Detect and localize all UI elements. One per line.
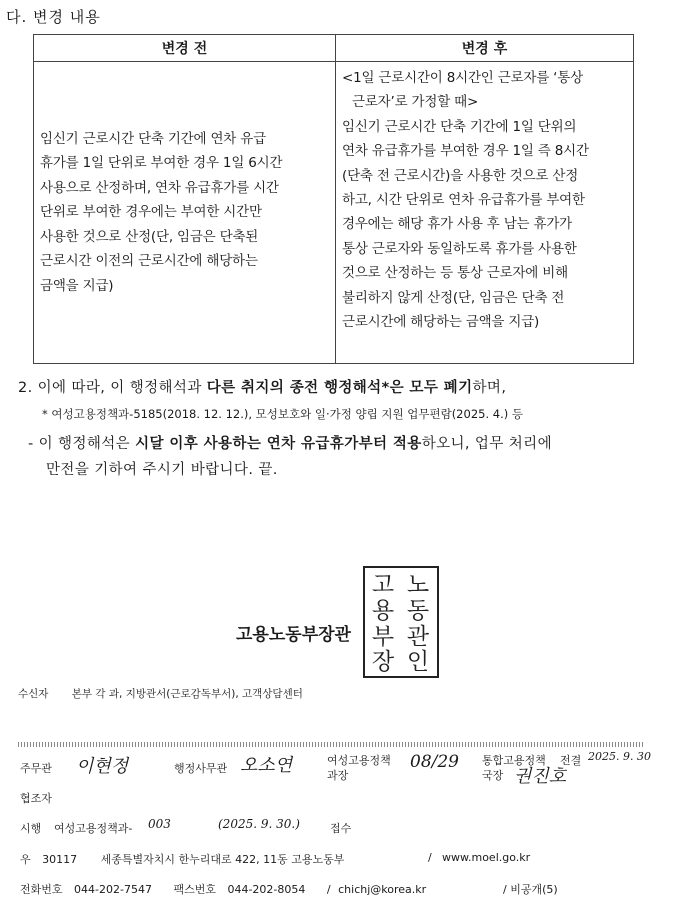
after-line: 연차 유급휴가를 부여한 경우 1일 즉 8시간 [342, 143, 589, 160]
before-line: 임신기 근로시간 단축 기간에 연차 유급 [40, 131, 266, 148]
seal-char: 인 [406, 649, 430, 675]
seal-char: 노 [406, 572, 430, 598]
postal-address: 세종특별자치시 한누리대로 422, 11동 고용노동부 [100, 853, 345, 866]
contact-separator: / [326, 883, 331, 896]
director-label-2: 국장 [482, 769, 504, 782]
after-text [342, 66, 627, 334]
chief-label-2: 과장 [327, 769, 349, 782]
cooperator-label: 협조자 [20, 792, 52, 805]
before-line: 근로시간 이전의 근로시간에 해당하는 [40, 253, 258, 270]
zip-code: 30117 [42, 853, 78, 866]
minister-name: 고용노동부장관 [236, 625, 351, 645]
contact-line [20, 881, 426, 897]
section-title: 다. 변경 내용 [6, 8, 101, 26]
recipients-label: 수신자 [18, 688, 49, 700]
director-signature: 권진호 [514, 766, 567, 787]
seal-char: 부 [371, 624, 395, 650]
after-line: 것으로 산정하는 등 통상 근로자에 비해 [342, 265, 568, 282]
seal-char: 용 [371, 598, 395, 624]
tel-number: 044-202-7547 [74, 883, 152, 896]
enforcement-dept: 여성고용정책과- [54, 822, 133, 835]
after-line: 근로시간에 해당하는 금액을 지급) [342, 314, 540, 331]
director-date: 2025. 9. 30 [588, 750, 651, 763]
seal-char: 고 [371, 572, 395, 598]
chief-signature: 08/29 [410, 752, 459, 772]
paragraph-2 [18, 376, 506, 397]
website-link[interactable]: www.moel.go.kr [442, 851, 531, 864]
seal-char: 관 [406, 624, 430, 650]
paragraph-3 [28, 432, 552, 453]
enforcement-label: 시행 [20, 822, 42, 835]
footnote: * 여성고용정책과-5185(2018. 12. 12.), 모성보호와 일·가정 양립 지원 업무편람(2025. 4.) 등 [42, 407, 523, 421]
recipients-value: 본부 각 과, 지방관서(근로감독부서), 고객상담센터 [71, 688, 303, 700]
fax-number: 044-202-8054 [227, 883, 306, 896]
address-separator: / [428, 851, 432, 864]
enforcement-receipt: 접수 [330, 822, 352, 835]
staff-label: 주무관 [20, 762, 52, 775]
header-after: 변경 후 [336, 35, 634, 62]
enforcement-number: 003 [148, 817, 171, 831]
director-decision: 전결 [560, 754, 582, 767]
fax-label: 팩스번호 [173, 883, 216, 896]
after-line: 불리하지 않게 산정(단, 임금은 단축 전 [342, 289, 565, 306]
officer-signature: 오소연 [240, 755, 293, 776]
disclosure: / 비공개(5) [503, 883, 558, 896]
comparison-table [33, 34, 634, 364]
director-label-1: 통합고용정책 [482, 754, 546, 767]
before-text [40, 127, 329, 298]
para3-prefix: - 이 행정해석은 [28, 436, 136, 452]
para2-bold: 다른 취지의 종전 행정해석*은 모두 폐기 [206, 380, 473, 396]
before-line: 휴가를 1일 단위로 부여한 경우 1일 6시간 [40, 155, 283, 172]
divider-hatch [18, 742, 643, 747]
before-cell [34, 62, 336, 364]
after-line: 근로자’로 가정할 때> [352, 94, 479, 111]
before-line: 사용으로 산정하며, 연차 유급휴가를 시간 [40, 179, 279, 196]
officer-label: 행정사무관 [174, 762, 228, 775]
header-before: 변경 전 [34, 35, 336, 62]
after-line: 경우에는 해당 휴가 사용 후 남는 휴가가 [342, 216, 573, 233]
after-line: (단축 전 근로시간)을 사용한 것으로 산정 [342, 167, 579, 184]
para2-suffix: 하며, [472, 380, 507, 396]
enforcement-date: (2025. 9. 30.) [218, 817, 300, 831]
address-line [20, 851, 344, 867]
staff-signature: 이현정 [76, 756, 129, 777]
recipients [18, 686, 303, 701]
after-cell [336, 62, 634, 364]
after-line: 임신기 근로시간 단축 기간에 1일 단위의 [342, 118, 577, 135]
after-line: 통상 근로자와 동일하도록 휴가를 사용한 [342, 240, 577, 257]
zip-label: 우 [20, 853, 31, 866]
chief-label-1: 여성고용정책 [327, 754, 391, 767]
seal-char: 장 [371, 649, 395, 675]
para2-prefix: 2. 이에 따라, 이 행정해석과 [18, 380, 207, 396]
before-line: 단위로 부여한 경우에는 부여한 시간만 [40, 204, 262, 221]
before-line: 금액을 지급) [40, 277, 114, 294]
email-link[interactable]: chichj@korea.kr [338, 883, 427, 896]
tel-label: 전화번호 [20, 883, 63, 896]
para3-suffix: 하오니, 업무 처리에 [421, 436, 552, 452]
before-line: 사용한 것으로 산정(단, 임금은 단축된 [40, 228, 259, 245]
seal-char: 동 [406, 598, 430, 624]
paragraph-3-line2: 만전을 기하여 주시기 바랍니다. 끝. [46, 462, 278, 478]
official-seal [363, 566, 439, 678]
after-line: 하고, 시간 단위로 연차 유급휴가를 부여한 [342, 192, 585, 209]
after-line: <1일 근로시간이 8시간인 근로자를 ‘통상 [342, 70, 583, 86]
para3-bold: 시달 이후 사용하는 연차 유급휴가부터 적용 [135, 436, 422, 452]
